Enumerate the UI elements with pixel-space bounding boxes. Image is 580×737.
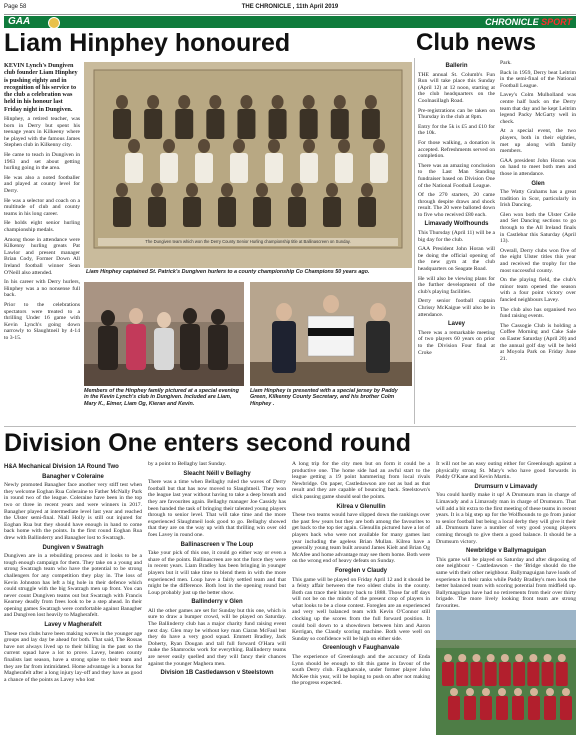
player-head [482, 688, 490, 696]
subheading: Ballinderry v Glen [191, 599, 243, 606]
player-body [358, 197, 376, 227]
player-body [300, 153, 318, 183]
gaa-label: GAA [8, 16, 31, 27]
player-body [183, 197, 201, 227]
story1-paragraph: He was a selector and coach on a multitude of club and county teams in his long career. [4, 197, 80, 217]
story2-col3 [292, 461, 430, 735]
paragraph: The Watty Grahams has a great tradition in Scor, particularly in Irish Dancing. [500, 189, 576, 209]
paragraph: These two teams would have slipped down the rankings over the past few years but they are both among the favourites to get back to the top tier again. Glenullin pictured have a lot of players back who were not available for many games last year including the ageless Brian Mullan. Kilrea have a generally young team built around James Kielt and Brian Og McAfee and home advantage may see them home. Both were on the wrong end of heavy defeats on Sunday. [292, 512, 430, 565]
player-body [218, 197, 236, 227]
player-body [206, 109, 224, 139]
clubnews-col2 [500, 60, 576, 424]
paragraph: There was a remarkable meeting of two players 60 years on prior to the Division Four final at Croke [418, 329, 495, 356]
paragraph: You could hardly make it up! A Drumsurn man in charge of Limavady and a Limavady man in charge of Drumsurn. That will add a bit extra to the first meeting of these teams in recent years. It is a big step up for the Wolfhounds to go from junior to senior football but being a local derby they will give it their all. Drumsurn have a number of very good young players coming through to give them a good balance. It should be a Drumsurn victory. [436, 492, 576, 545]
story2-col4 [436, 461, 576, 607]
player-body [331, 109, 349, 139]
player-head [326, 183, 338, 197]
player-head [116, 183, 128, 197]
player-body [253, 197, 271, 227]
paragraph: On the playing field, the club's minor team opened the season with a four point victory over fancied neighbours Lavey. [500, 277, 576, 303]
player-body [448, 696, 460, 720]
subheading: Banagher v Coleraine [42, 473, 104, 480]
paragraph: At a special event, the two players, both in their eighties, met up along with family members. [500, 128, 576, 155]
player-body [237, 109, 255, 139]
chronicle-sport-label: CHRONICLE SPORT [485, 17, 572, 27]
player-head [514, 688, 522, 696]
paragraph: Lavey's Colm Mulholland was centre half back on the Derry team that day and he kept Leitrim legend Packy McGarty well in check. [500, 92, 576, 125]
player-head [458, 654, 466, 662]
paragraph: This game will be played on Friday April 12 and it should be a feisty affair between the two oldest clubs in the county. Both can trace their history back to 1888. Those far off days will not be on the minds of the present crop of players in what looks to be a close contest. Foreglen are an experienced and very well balanced team with Kevin O'Connor still clocking up the scores from the full forward position. It could boil down to a showdown between him and Aaron Kerrigan, the Claudy scoring machine. Both were well on Sunday so confidence will be high on either side. [292, 576, 430, 642]
paragraph: There was a time when Bellaghy ruled the waves of Derry football but that has now moved to Slaughtneil. They won the league last year without having to take a deep breath and they are favourites again. Bellaghy manager Joe Cassidy has been handed the task of bringing their talented young players through to senior level. That will take time and the more experienced Slaughtneil look good to go. Bellaghy showed that they are on the way up with that thrilling win over old foes Lavey in round one. [148, 479, 286, 538]
player-head [303, 139, 315, 153]
paragraph: A long trip for the city men but on form it could be a productive one. The home side had an awful start to the league getting a 19 point hammering from local rivals Newbridge. On paper, Castledawson are not as bad as that result and they are capable of bouncing back. Steelstown's slick passing game should seal the points. [292, 461, 430, 500]
paragraph: by a point to Bellaghy last Sunday. [148, 461, 227, 467]
player-body [544, 696, 556, 720]
subheading: Kilrea v Glenullin [336, 503, 386, 510]
player-head [338, 139, 350, 153]
subheading: H&A Mechanical Division 1A Round Two [4, 464, 119, 470]
story2-col2 [148, 461, 286, 735]
player-head [450, 688, 458, 696]
paragraph: This game will be played on Saturday and after disposing of one neighbour - Castledawson - the 'Bridge should do the same with their other neighbour. Ballymaguigan have loads of experience in their ranks while Paddy Bradley's men look the better balanced team with scoring potential from midfield up. Ballymaguigan have had no retirements from their over thirty brigade. The more lively looking front team are strong favourites. [436, 556, 576, 607]
player-body [362, 109, 380, 139]
player-body [269, 109, 287, 139]
player-body [513, 662, 525, 686]
player-head [128, 139, 140, 153]
paragraph: Back in 1959, Derry beat Leitrim in the semi-final of the National Football League. [500, 69, 576, 89]
masthead: THE CHRONICLE , 11th April 2019 [241, 4, 339, 10]
player-head [272, 95, 284, 109]
story2-col1 [4, 461, 142, 735]
section-banner [4, 16, 576, 28]
subheading: Division 1B Castledawson v Steelstown [160, 670, 274, 677]
player-body [470, 662, 482, 686]
player-head [178, 95, 190, 109]
paragraph: Newly promoted Banagher face another very stiff test when they welcome Eoghan Rua Coleraine to Father McNally Park in round two of the league. Coleraine have been in the top two or three in recent years and were winners in 2017. Banagher played at intermediate level last year and reached the Ulster semi-final. Niall Holly is still out injured for Eoghan Rua but they should have enough in hand to come back home with the points. In the first round Eoghan Rua drew with Ballinderry and Banagher lost to Swatragh. [4, 482, 142, 541]
paragraph: He will also be viewing plans for the further development of the club's playing facilities. [418, 275, 495, 295]
player-head [209, 95, 221, 109]
paragraph: Glen won both the Ulster Ceile and Set Dancing sections to go through to the All Ireland finals in Castlebar this Saturday (April 13). [500, 211, 576, 245]
player-body [113, 109, 131, 139]
paragraph: Pre-registrations can be taken on Thursday in the club at 8pm. [418, 107, 495, 121]
story1-lead: KEVIN Lynch's Dungiven club founder Liam Hinphey is pushing eighty and in recognition of his service to the club a celebration was held in his honour last Friday night in Dungiven. [4, 62, 78, 113]
subheading: Sleacht Néill v Bellaghy [183, 470, 251, 477]
paragraph: For those walking, a donation is accepted. Refreshments served on completion. [418, 139, 495, 160]
paragraph: Entry for the 5k is £5 and £10 for the 10k. [418, 123, 495, 137]
player-head [116, 95, 128, 109]
player-body [528, 696, 540, 720]
player-body [125, 153, 143, 183]
jersey-photo [250, 282, 412, 386]
paragraph: The Cassogie Club is holding a Coffee Morning and Cake Sale on Easter Saturday (April 20) and the annual golf day will be held at Moyola Park on Friday June 21. [500, 322, 576, 362]
subheading: Ballinascreen v The Loup [180, 541, 254, 548]
player-body [144, 109, 162, 139]
player-body [265, 153, 283, 183]
player-body [300, 109, 318, 139]
player-body [464, 696, 476, 720]
player-head [256, 183, 268, 197]
player-body [370, 153, 388, 183]
page-number: Page 58 [4, 4, 27, 10]
team-photo [84, 62, 412, 268]
player-body [560, 696, 572, 720]
glenullin-team-photo [436, 610, 576, 735]
player-head [472, 654, 480, 662]
subheading: Ballerin [445, 63, 468, 69]
player-head [487, 654, 495, 662]
player-head [530, 688, 538, 696]
player-head [365, 95, 377, 109]
player-head [546, 688, 554, 696]
family-photo [84, 282, 244, 386]
clubnews-headline: Club news [416, 29, 537, 56]
story1-paragraph: Hinphey, a retired teacher, was born in Derry but spent his teenage years in Kilkeeny where he played with the famous James Stephen club in Kilkenny city. [4, 116, 80, 149]
paragraph: GAA president John Horan was on hand to meet both men and those in attendance. [500, 157, 576, 177]
player-head [291, 183, 303, 197]
paragraph: Overall, Derry clubs won five of the eight Ulster titles this year and received the trophy for the most successful county. [500, 247, 576, 274]
player-body [542, 662, 554, 686]
player-head [498, 688, 506, 696]
story1-body [4, 116, 80, 341]
subheading: Limavady Wolfhounds [424, 221, 489, 228]
story1-paragraph: Among those in attendance were Kilkenny hurling greats Pat Lawlor and present manager Brian Cody, Former Down All Ireland football winner Sean O'Neill also attended. [4, 236, 80, 276]
subheading: Lavey [447, 321, 465, 328]
subheading: Glen [531, 180, 545, 187]
subheading: Greenlough v Faughanvale [322, 645, 400, 652]
column-divider [414, 58, 415, 424]
player-head [562, 688, 570, 696]
player-body [512, 696, 524, 720]
player-body [323, 197, 341, 227]
player-head [501, 654, 509, 662]
player-head [198, 139, 210, 153]
story1-paragraph: He holds eight senior hurling championship medals. [4, 220, 80, 233]
subheading: Foreglen v Claudy [334, 567, 387, 574]
paragraph: Derry senior football captain Chrissy McKaigue will also be in attendance. [418, 298, 495, 318]
paragraph: Park. [500, 60, 512, 66]
player-head [268, 139, 280, 153]
player-head [515, 654, 523, 662]
subheading: Drumsurn v Limavady [474, 483, 538, 490]
player-body [480, 696, 492, 720]
player-body [335, 153, 353, 183]
paragraph: The experience of Greenlough and the accuracy of Enda Lynn should be enough to tilt this game in favour of the south Derry club. Faughanvale, under former player John McKee this year, will be hoping to push on after not making the progress expected. [292, 654, 430, 687]
photo-inset-caption: The Dungiven team which won the Derry County Senior Hurling championship title at Ballinascreen on Sunday. [145, 239, 351, 244]
section-divider [4, 426, 576, 427]
paragraph: This Thursday (April 11) will be a big day for the club. [418, 230, 495, 243]
paragraph: The club also has organised two fund raising events. [500, 306, 576, 320]
subheading: Lavey v Magherafelt [44, 622, 102, 629]
page-header [4, 2, 576, 15]
player-body [148, 197, 166, 227]
photo2-caption: Members of the Hinphey family pictured at a special evening in the Kevin Lynch's club in Dungiven. Included are Liam, Mary K., Eimer, Liam Og, Kieran and Kevin. [84, 388, 239, 407]
paragraph: Dungiven are in a rebuilding process and it looks to be a tough enough campaign for them. They take on a young and strong Swatragh team who have the potential to be strong challengers for any competition they play in. The loss of Kevin Johnston has left a big hole in their defence which could struggle with the big Swatragh men up front. You can never count Dungiven teams out but Swatragh with Francis Kearney deadly from frees look to be a step ahead. In their opening games Swatragh were comfortable against Banagher and Dungiven lost heavily to Magherafelt. [4, 553, 142, 619]
player-head [151, 183, 163, 197]
player-head [163, 139, 175, 153]
paragraph: GAA President John Horan will be doing the official opening of the new gym at the club headquarters on Seagate Road. [418, 246, 495, 273]
player-body [160, 153, 178, 183]
player-head [186, 183, 198, 197]
player-head [147, 95, 159, 109]
paragraph: There was an amazing conclusion to the Last Man Standing fundraiser based on Division One of the National Football League. [418, 162, 495, 189]
player-body [195, 153, 213, 183]
subheading: Newbridge v Ballymaguigan [465, 548, 547, 555]
player-body [175, 109, 193, 139]
story1-text [4, 62, 80, 424]
paragraph: Of the 270 starters, 20 came through despite draws and shock result. The 20 were balloted down to five who received £80 each. [418, 192, 495, 218]
player-head [373, 139, 385, 153]
photo1-caption: Liam Hinphey captained St. Patrick's Dungiven hurlers to a county championship Co Champions 50 years ago. [86, 269, 370, 275]
player-body [496, 696, 508, 720]
story1-paragraph: Prior to the celebrations spectators were treated to a thrilling Under 16 game with Kevin Lynch's going down narrowly to Slaughtneil by 4-14 to 3-15. [4, 301, 80, 341]
player-head [444, 654, 452, 662]
paragraph: Take your pick of this one, it could go either way or even a share of the points. Ballinascreen are not the force they were in recent years. Liam Bradley has been bringing in younger players but it will take time to blend them in with the more experienced men. Loup have a fairly settled team and that might be the difference. Both lost in the opening round but Loup probably just up the better show. [148, 550, 286, 596]
paragraph: All the other games are set for Sunday but this one, which is sure to draw a bumper crowd, will be played on Saturday. The Ballinderry club has a major charity fund raising event next day. Glen may be without key man Ciaran McFaul but they do have a very good squad. Emmett Bradley, Jack Doherty, Ryan Dougan and tall full forward O'Hara will make the Shamrocks work for everything. Ballinderry teams are never easily quelled and they will fancy their chances against the younger Maghera men. [148, 607, 286, 667]
story1-paragraph: In his career with Derry hurlers, Hinphey was a no nonsense full back. [4, 279, 80, 299]
player-head [303, 95, 315, 109]
player-body [499, 662, 511, 686]
story1-headline: Liam Hinphey honoured [4, 29, 291, 57]
player-body [230, 153, 248, 183]
player-head [558, 654, 566, 662]
paragraph: It will not be an easy outing either for Greenlough against a physically strong St. Mary's who have good forwards in Paddy O'Kane and Kevin Martin. [436, 461, 576, 481]
story1-paragraph: He came to teach in Dungiven in 1963 and set about getting hurling going in the area. [4, 152, 80, 172]
player-head [361, 183, 373, 197]
player-head [544, 654, 552, 662]
player-head [466, 688, 474, 696]
player-body [113, 197, 131, 227]
paragraph: These two clubs have been making waves in the younger age groups and lay day be ahead for both. That said, The Rossas have not always lived up to their billing in the past so the current squad have a lot to prove. Lavey, beaten county finalists last season, have a strong spine to their team and they are far from intimidated. Home advantage is a bonus for Magherafelt after a long injury lay-off and they have as good a chance of the points as Lavey who lost [4, 630, 142, 683]
player-body [288, 197, 306, 227]
player-head [529, 654, 537, 662]
paragraph: THE annual St. Columb's Fun Run will take place this Sunday (April 12) at 12 noon, starting at the club headquarters on the Coolnasillagh Road. [418, 71, 495, 104]
player-body [456, 662, 468, 686]
clubnews-col1 [418, 60, 495, 424]
subheading: Dungiven v Swatragh [42, 544, 104, 551]
player-body [485, 662, 497, 686]
player-body [442, 662, 454, 686]
player-body [556, 662, 568, 686]
player-head [233, 139, 245, 153]
player-head [240, 95, 252, 109]
photo3-caption: Liam Hinphey is presented with a special jersey by Paddy Green, Kilkenny County Secretary, and his brother Colm Hinphey . [250, 388, 398, 407]
player-body [527, 662, 539, 686]
player-head [221, 183, 233, 197]
story1-paragraph: He was also a noted footballer and played at county level for Derry. [4, 174, 80, 195]
player-head [334, 95, 346, 109]
story2-headline: Division One enters second round [4, 429, 412, 457]
